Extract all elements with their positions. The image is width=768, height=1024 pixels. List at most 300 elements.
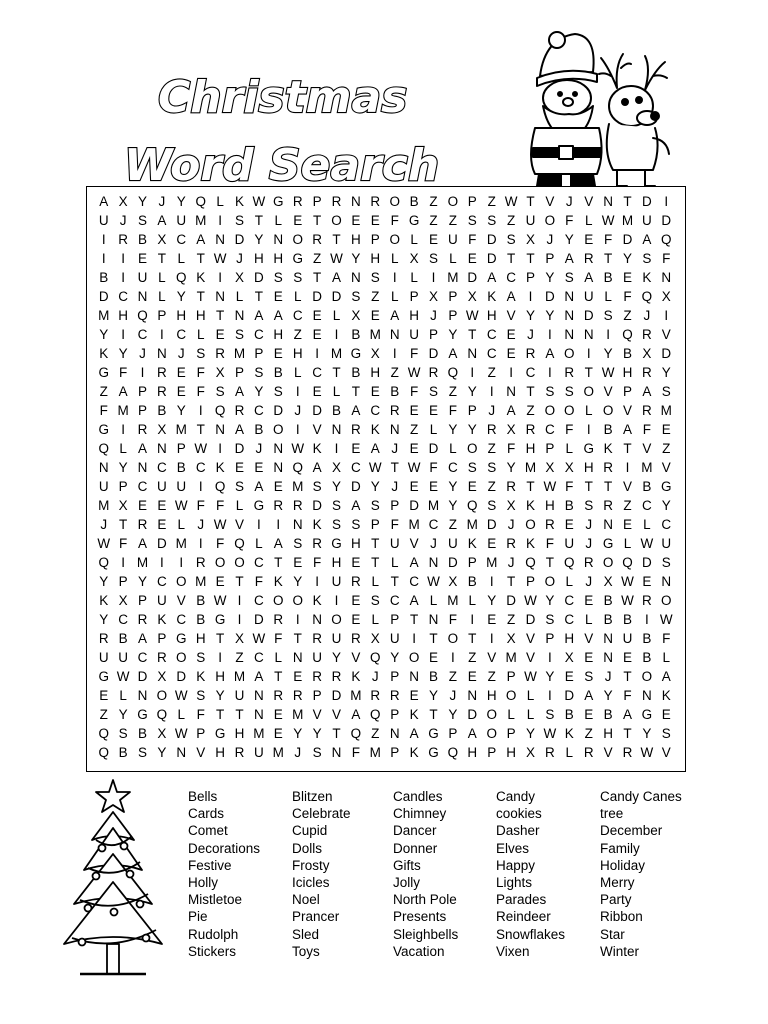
grid-letter: Y	[99, 574, 109, 589]
grid-letter: A	[351, 498, 361, 513]
grid-letter: C	[137, 327, 148, 342]
grid-letter: M	[369, 327, 381, 342]
grid-letter: W	[543, 479, 557, 494]
grid-letter: P	[390, 612, 400, 627]
word-list-item: December	[600, 823, 663, 839]
grid-letter: S	[564, 384, 574, 399]
grid-letter: M	[98, 308, 110, 323]
grid-letter: H	[622, 365, 633, 380]
grid-letter: E	[273, 707, 283, 722]
grid-letter: W	[174, 726, 188, 741]
grid-letter: L	[584, 403, 593, 418]
grid-letter: U	[642, 213, 652, 228]
grid-letter: F	[623, 688, 632, 703]
grid-letter: B	[390, 384, 400, 399]
grid-letter: E	[409, 479, 419, 494]
grid-letter: P	[545, 251, 555, 266]
grid-letter: M	[330, 346, 343, 361]
grid-letter: C	[118, 289, 128, 304]
grid-letter: H	[525, 441, 536, 456]
grid-letter: Y	[99, 327, 109, 342]
grid-letter: K	[99, 593, 109, 608]
grid-letter: C	[525, 365, 536, 380]
grid-letter: R	[351, 422, 361, 437]
grid-letter: N	[506, 384, 516, 399]
grid-letter: T	[526, 479, 535, 494]
grid-letter: P	[409, 289, 419, 304]
grid-letter: K	[603, 441, 613, 456]
grid-letter: I	[509, 365, 513, 380]
grid-letter: R	[331, 669, 342, 684]
grid-letter: I	[606, 327, 610, 342]
word-list-item: Frosty	[292, 857, 330, 873]
grid-letter: H	[409, 308, 419, 323]
grid-letter: E	[584, 650, 594, 665]
grid-letter: R	[351, 631, 361, 646]
grid-letter: N	[564, 308, 575, 323]
grid-letter: M	[233, 669, 246, 684]
grid-letter: E	[351, 441, 361, 456]
grid-letter: C	[254, 650, 264, 665]
grid-letter: T	[118, 517, 128, 532]
grid-letter: Y	[545, 270, 555, 285]
word-list-item: Blitzen	[292, 789, 333, 804]
grid-letter: I	[489, 384, 494, 399]
grid-letter: V	[603, 745, 613, 760]
grid-letter: C	[564, 593, 575, 608]
grid-letter: M	[660, 403, 672, 418]
grid-letter: K	[487, 289, 497, 304]
grid-letter: I	[140, 365, 145, 380]
grid-letter: X	[351, 308, 361, 323]
grid-letter: O	[176, 574, 187, 589]
grid-letter: M	[505, 650, 517, 665]
grid-letter: I	[295, 612, 300, 627]
grid-letter: L	[390, 251, 399, 266]
grid-letter: Y	[370, 479, 380, 494]
grid-letter: P	[506, 669, 516, 684]
grid-letter: M	[136, 555, 149, 570]
grid-letter: S	[661, 555, 671, 570]
grid-letter: R	[506, 479, 516, 494]
grid-letter: T	[603, 251, 613, 266]
grid-letter: T	[332, 232, 341, 247]
grid-letter: A	[642, 384, 652, 399]
word-list-item: Candy	[496, 789, 536, 804]
grid-letter: O	[602, 403, 614, 418]
grid-letter: X	[642, 346, 652, 361]
grid-letter: T	[312, 270, 322, 285]
grid-letter: B	[196, 612, 206, 627]
grid-letter: K	[312, 593, 322, 608]
word-list-item: Family	[600, 840, 640, 856]
grid-letter: C	[118, 612, 128, 627]
grid-letter: B	[118, 631, 128, 646]
grid-letter: Y	[642, 726, 652, 741]
grid-letter: T	[390, 574, 399, 589]
grid-letter: K	[661, 688, 671, 703]
grid-letter: B	[642, 631, 652, 646]
grid-letter: G	[292, 251, 303, 266]
grid-letter: S	[370, 593, 380, 608]
grid-letter: I	[295, 384, 300, 399]
grid-letter: A	[661, 669, 671, 684]
grid-letter: C	[486, 327, 497, 342]
grid-letter: D	[312, 498, 322, 513]
grid-letter: K	[564, 726, 574, 741]
grid-letter: J	[100, 517, 108, 532]
grid-letter: T	[429, 707, 438, 722]
grid-letter: U	[622, 631, 633, 646]
grid-letter: B	[564, 498, 574, 513]
grid-letter: S	[661, 726, 671, 741]
grid-letter: E	[487, 612, 497, 627]
grid-letter: C	[176, 612, 187, 627]
grid-letter: B	[157, 403, 167, 418]
grid-letter: L	[119, 441, 127, 456]
word-list-item: Party	[600, 892, 632, 908]
grid-letter: L	[643, 517, 651, 532]
grid-letter: A	[331, 270, 341, 285]
grid-letter: B	[176, 460, 186, 475]
grid-letter: D	[428, 441, 439, 456]
grid-letter: X	[564, 460, 574, 475]
grid-letter: N	[661, 270, 672, 285]
grid-letter: C	[137, 650, 148, 665]
grid-letter: F	[99, 403, 108, 418]
grid-letter: L	[565, 745, 574, 760]
grid-letter: I	[198, 536, 203, 551]
grid-letter: N	[642, 688, 652, 703]
grid-letter: Z	[312, 251, 322, 266]
grid-letter: C	[389, 593, 400, 608]
grid-letter: B	[603, 593, 613, 608]
grid-letter: U	[312, 650, 322, 665]
grid-letter: S	[234, 479, 244, 494]
grid-letter: J	[139, 346, 146, 361]
grid-letter: A	[487, 270, 497, 285]
grid-letter: B	[137, 726, 147, 741]
grid-row	[87, 724, 685, 743]
grid-letter: Y	[293, 574, 303, 589]
grid-letter: T	[468, 631, 477, 646]
grid-letter: L	[526, 688, 535, 703]
grid-letter: E	[409, 441, 419, 456]
grid-letter: V	[622, 403, 632, 418]
grid-letter: S	[506, 232, 516, 247]
grid-letter: Z	[371, 289, 380, 304]
grid-letter: A	[273, 308, 283, 323]
grid-letter: E	[312, 327, 322, 342]
grid-letter: Q	[350, 726, 362, 741]
grid-letter: V	[525, 650, 535, 665]
grid-letter: M	[253, 726, 265, 741]
grid-letter: W	[252, 631, 266, 646]
grid-letter: H	[273, 251, 284, 266]
grid-letter: Q	[622, 327, 633, 342]
grid-letter: J	[585, 574, 593, 589]
grid-letter: P	[428, 327, 438, 342]
grid-letter: K	[99, 346, 109, 361]
grid-letter: O	[273, 593, 284, 608]
grid-letter: A	[254, 308, 264, 323]
grid-letter: E	[506, 327, 516, 342]
grid-letter: C	[506, 270, 516, 285]
grid-letter: Y	[157, 745, 167, 760]
grid-letter: E	[564, 669, 574, 684]
grid-letter: B	[137, 232, 147, 247]
grid-letter: S	[312, 745, 322, 760]
grid-letter: I	[334, 327, 339, 342]
grid-letter: F	[409, 384, 419, 399]
grid-letter: V	[351, 650, 361, 665]
word-list-item: Prancer	[292, 909, 340, 925]
grid-letter: I	[645, 612, 649, 627]
grid-letter: G	[428, 726, 439, 741]
grid-letter: I	[625, 460, 630, 475]
grid-letter: P	[137, 384, 147, 399]
grid-letter: I	[334, 593, 339, 608]
grid-letter: D	[661, 346, 672, 361]
grid-letter: H	[467, 745, 478, 760]
grid-letter: E	[467, 669, 477, 684]
grid-letter: E	[428, 232, 438, 247]
grid-letter: J	[488, 403, 496, 418]
grid-letter: L	[177, 517, 186, 532]
word-list-item: Vixen	[496, 943, 530, 959]
grid-letter: P	[390, 498, 400, 513]
grid-letter: X	[157, 726, 167, 741]
grid-letter: R	[215, 346, 225, 361]
grid-letter: C	[254, 403, 264, 418]
word-list-item: Bells	[188, 789, 218, 804]
grid-letter: Z	[448, 517, 457, 532]
grid-letter: I	[218, 441, 222, 456]
grid-letter: Q	[447, 745, 459, 760]
grid-letter: C	[312, 365, 322, 380]
grid-letter: T	[603, 479, 613, 494]
grid-letter: Z	[487, 365, 496, 380]
grid-letter: I	[160, 555, 164, 570]
grid-letter: Y	[487, 593, 497, 608]
grid-letter: R	[137, 517, 148, 532]
grid-letter: F	[448, 403, 457, 418]
grid-letter: Q	[98, 441, 109, 456]
grid-letter: S	[273, 384, 283, 399]
grid-letter: O	[505, 688, 517, 703]
grid-letter: H	[370, 251, 381, 266]
grid-letter: Z	[99, 384, 108, 399]
word-list-item: Dolls	[292, 840, 323, 856]
grid-letter: D	[564, 688, 575, 703]
grid-letter: M	[233, 346, 246, 361]
grid-letter: P	[448, 726, 458, 741]
grid-letter: V	[661, 460, 671, 475]
grid-letter: C	[545, 422, 555, 437]
grid-letter: W	[621, 574, 634, 589]
grid-letter: H	[273, 327, 284, 342]
grid-letter: D	[467, 707, 478, 722]
grid-letter: O	[544, 213, 556, 228]
grid-letter: C	[642, 498, 652, 513]
grid-letter: S	[564, 270, 574, 285]
grid-letter: T	[215, 631, 225, 646]
grid-letter: D	[137, 669, 148, 684]
word-list-item: Decorations	[188, 840, 261, 856]
grid-letter: P	[370, 232, 380, 247]
grid-letter: Q	[234, 536, 245, 551]
grid-letter: I	[237, 612, 242, 627]
grid-letter: P	[506, 726, 516, 741]
grid-letter: P	[390, 669, 400, 684]
grid-row	[87, 230, 685, 249]
grid-letter: L	[584, 213, 593, 228]
grid-letter: S	[137, 745, 147, 760]
grid-letter: I	[121, 422, 125, 437]
grid-letter: R	[273, 498, 284, 513]
grid-letter: M	[98, 498, 110, 513]
grid-letter: N	[389, 422, 400, 437]
grid-letter: E	[137, 498, 147, 513]
word-list-item: Presents	[393, 909, 447, 925]
grid-letter: T	[293, 631, 302, 646]
grid-letter: H	[176, 308, 187, 323]
grid-letter: Y	[506, 460, 516, 475]
grid-letter: B	[622, 346, 632, 361]
title-line-1: Christmas	[158, 72, 408, 123]
grid-letter: Z	[429, 213, 438, 228]
grid-letter: U	[137, 270, 148, 285]
grid-letter: Y	[99, 612, 109, 627]
grid-letter: V	[525, 631, 535, 646]
grid-letter: L	[158, 289, 166, 304]
grid-letter: B	[99, 270, 109, 285]
grid-letter: P	[118, 574, 128, 589]
grid-letter: E	[409, 403, 419, 418]
grid-letter: S	[584, 498, 594, 513]
grid-letter: Q	[370, 707, 381, 722]
grid-letter: P	[157, 308, 167, 323]
grid-letter: L	[584, 612, 593, 627]
grid-letter: O	[447, 194, 459, 209]
grid-letter: A	[584, 688, 594, 703]
grid-letter: W	[174, 498, 188, 513]
grid-letter: K	[196, 669, 206, 684]
grid-letter: Z	[99, 707, 108, 722]
grid-letter: K	[409, 707, 419, 722]
grid-row	[87, 515, 685, 534]
grid-letter: I	[392, 270, 397, 285]
grid-letter: U	[389, 631, 400, 646]
grid-letter: K	[234, 194, 244, 209]
grid-letter: J	[449, 688, 457, 703]
grid-letter: Y	[254, 232, 264, 247]
grid-letter: Z	[506, 612, 516, 627]
grid-letter: D	[525, 612, 536, 627]
grid-letter: J	[643, 308, 651, 323]
grid-letter: Z	[390, 365, 399, 380]
grid-letter: M	[117, 403, 129, 418]
grid-letter: U	[448, 536, 458, 551]
grid-letter: I	[412, 631, 416, 646]
grid-letter: T	[584, 365, 593, 380]
grid-letter: R	[583, 555, 594, 570]
grid-letter: Q	[98, 745, 109, 760]
word-search-grid	[86, 186, 686, 772]
grid-letter: V	[196, 745, 206, 760]
grid-row	[87, 401, 685, 420]
grid-letter: D	[254, 612, 264, 627]
grid-letter: Y	[331, 479, 341, 494]
word-list-item: Comet	[188, 823, 228, 839]
word-list-item: Cards	[188, 806, 225, 822]
grid-letter: O	[156, 688, 168, 703]
grid-letter: C	[351, 460, 361, 475]
grid-letter: R	[545, 745, 555, 760]
grid-letter: E	[428, 479, 438, 494]
grid-letter: I	[198, 479, 203, 494]
grid-letter: X	[525, 232, 535, 247]
grid-letter: N	[428, 555, 439, 570]
grid-letter: W	[97, 536, 111, 551]
grid-letter: F	[118, 365, 128, 380]
grid-letter: P	[312, 194, 322, 209]
grid-letter: F	[215, 536, 225, 551]
grid-letter: J	[430, 536, 437, 551]
grid-letter: L	[371, 574, 380, 589]
grid-letter: N	[603, 517, 613, 532]
grid-letter: B	[118, 745, 128, 760]
grid-letter: F	[429, 460, 438, 475]
grid-letter: D	[409, 498, 419, 513]
grid-letter: R	[642, 327, 652, 342]
grid-letter: N	[273, 232, 284, 247]
grid-letter: X	[234, 631, 244, 646]
grid-letter: H	[254, 251, 264, 266]
grid-letter: P	[525, 574, 535, 589]
grid-letter: I	[218, 213, 222, 228]
grid-letter: A	[273, 536, 283, 551]
grid-letter: S	[584, 669, 594, 684]
grid-letter: F	[565, 213, 574, 228]
grid-letter: W	[427, 574, 440, 589]
grid-letter: U	[157, 479, 167, 494]
grid-letter: F	[565, 422, 574, 437]
grid-letter: P	[137, 403, 147, 418]
grid-letter: W	[116, 669, 130, 684]
grid-letter: G	[273, 194, 284, 209]
grid-letter: N	[603, 650, 613, 665]
grid-letter: T	[254, 213, 263, 228]
grid-letter: N	[137, 289, 148, 304]
grid-letter: O	[486, 726, 497, 741]
grid-letter: E	[409, 688, 419, 703]
grid-letter: V	[409, 536, 419, 551]
grid-letter: S	[331, 517, 341, 532]
grid-letter: E	[584, 707, 594, 722]
grid-letter: I	[121, 251, 125, 266]
grid-letter: L	[390, 289, 399, 304]
grid-letter: N	[583, 327, 594, 342]
grid-letter: C	[254, 593, 264, 608]
grid-letter: V	[506, 308, 516, 323]
grid-letter: N	[603, 194, 613, 209]
grid-letter: P	[467, 403, 477, 418]
grid-letter: L	[293, 289, 302, 304]
grid-letter: Z	[293, 327, 302, 342]
grid-letter: R	[603, 460, 613, 475]
grid-letter: R	[506, 536, 516, 551]
